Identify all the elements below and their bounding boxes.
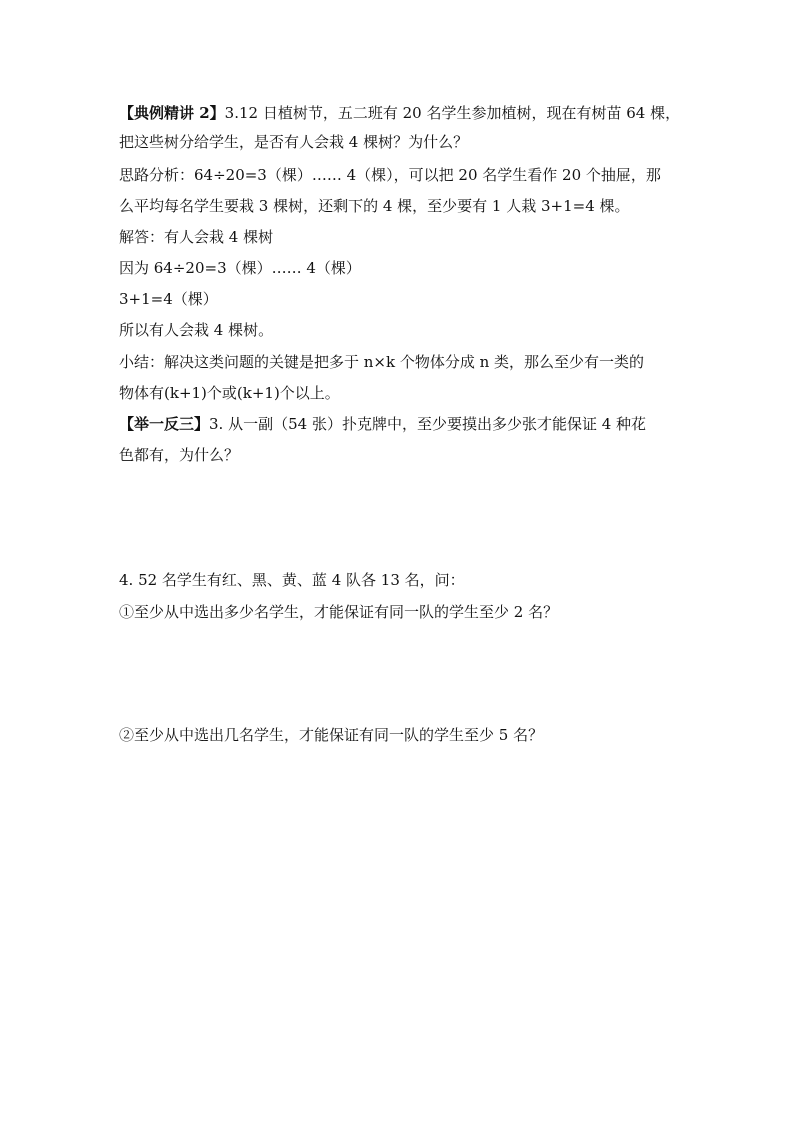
summary-line-2: 物体有(k+1)个或(k+1)个以上。 (119, 384, 340, 402)
practice-line-2: 色都有，为什么？ (119, 446, 240, 464)
practice-problem-text: 3. 从一副（54 张）扑克牌中，至少要摸出多少张才能保证 4 种花 (209, 415, 647, 433)
summary-line-1: 小结：解决这类问题的关键是把多于 n×k 个物体分成 n 类，那么至少有一类的 (119, 353, 645, 371)
analysis-line-2: 么平均每名学生要栽 3 棵树，还剩下的 4 棵，至少要有 1 人栽 3+1=4 棵。 (119, 197, 630, 215)
analysis-line-1: 思路分析：64÷20=3（棵）…… 4（棵），可以把 20 名学生看作 20 个抽屉，那 (119, 166, 661, 184)
answer-line-2: 因为 64÷20=3（棵）…… 4（棵） (119, 259, 361, 277)
answer-line-1: 解答：有人会栽 4 棵树 (119, 228, 274, 246)
example-heading: 【典例精讲 2】 (119, 104, 225, 122)
problem4-intro: 4. 52 名学生有红、黑、黄、蓝 4 队各 13 名，问： (119, 571, 465, 589)
practice-heading: 【举一反三】 (119, 415, 210, 433)
answer-line-3: 3+1=4（棵） (119, 290, 218, 308)
example-line-2: 把这些树分给学生，是否有人会栽 4 棵树？为什么？ (119, 133, 469, 151)
problem4-question-2: ②至少从中选出几名学生，才能保证有同一队的学生至少 5 名？ (119, 726, 544, 744)
problem4-question-1: ①至少从中选出多少名学生，才能保证有同一队的学生至少 2 名？ (119, 603, 559, 621)
example-line-1 (119, 103, 679, 123)
answer-line-4: 所以有人会栽 4 棵树。 (119, 321, 274, 339)
example-problem-text: 3.12 日植树节，五二班有 20 名学生参加植树，现在有树苗 64 棵， (224, 104, 681, 122)
practice-line-1 (119, 414, 679, 434)
